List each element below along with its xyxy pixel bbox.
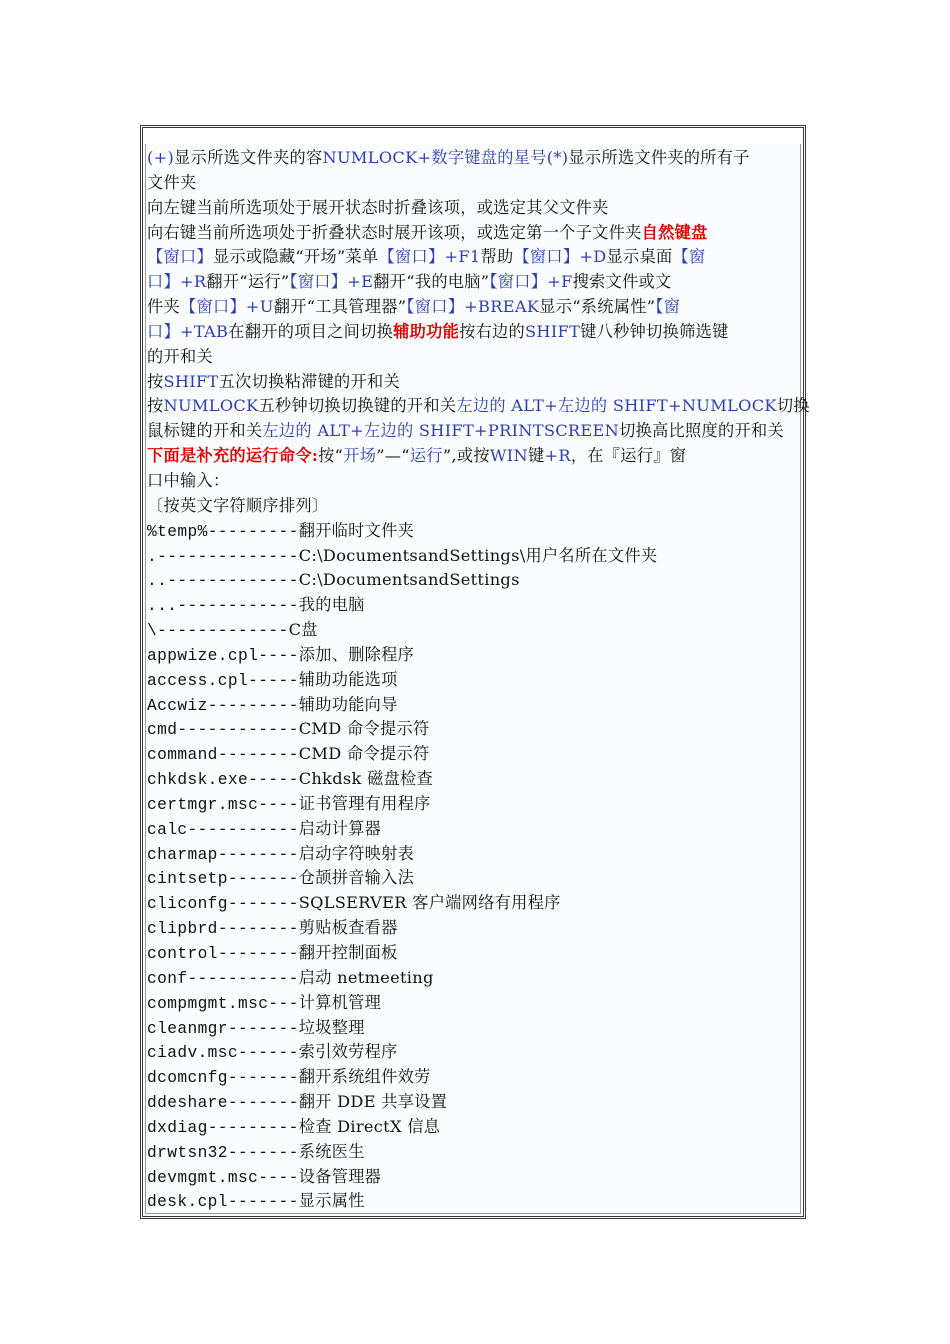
intro-line <box>147 345 802 370</box>
command-name: drwtsn32 <box>147 1143 228 1162</box>
command-name: ddeshare <box>147 1094 228 1113</box>
body-text: 键 <box>527 446 545 466</box>
command-name: charmap <box>147 845 218 864</box>
body-text: 翻开“我的电脑” <box>373 272 490 292</box>
document-content <box>147 146 810 1214</box>
command-name: cliconfg <box>147 895 228 914</box>
command-description: 检查 DirectX 信息 <box>298 1116 441 1136</box>
body-text: 鼠标键的开和关 <box>147 421 263 441</box>
body-text: 切换 <box>776 396 810 416</box>
body-text: ”—“ <box>376 446 410 466</box>
body-text: 翻开“工具管理器” <box>273 297 407 317</box>
command-separator: ------------ <box>177 721 299 740</box>
command-name: compmgmt.msc <box>147 994 269 1013</box>
command-description: 翻开 DDE 共享设置 <box>298 1092 448 1112</box>
command-separator: ------- <box>227 895 299 914</box>
command-name: command <box>147 746 218 765</box>
highlight-text: 下面是补充的运行命令: <box>147 446 319 466</box>
body-text: 翻开“运行” <box>206 272 290 292</box>
command-separator: ---- <box>258 646 299 665</box>
command-row <box>147 643 802 668</box>
command-name: ciadv.msc <box>147 1044 239 1063</box>
body-text: 显示所选文件夹的容 <box>174 148 323 167</box>
highlight-text: 辅助功能 <box>393 321 460 341</box>
command-description: CMD 命令提示符 <box>298 744 430 764</box>
command-description: 计算机管理 <box>298 992 382 1012</box>
command-separator: --------- <box>207 522 299 541</box>
body-text: 显示或隐藏“开场”菜单 <box>212 247 379 267</box>
body-text: 件夹 <box>147 297 180 317</box>
command-description: Chkdsk 磁盘检查 <box>298 769 434 789</box>
body-text: 〔按英文字符顺序排列〕 <box>147 495 329 515</box>
command-row <box>147 941 802 966</box>
command-name: control <box>147 945 218 963</box>
key-text: 【窗口】+U <box>179 297 274 317</box>
key-text: 运行 <box>409 446 443 466</box>
command-separator: ---- <box>258 795 299 814</box>
command-description: C:\DocumentsandSettings\用户名所在文件夹 <box>298 545 658 565</box>
key-text: 左边的 ALT+左边的 SHIFT+PRINTSCREEN <box>262 421 620 441</box>
intro-line <box>147 171 802 196</box>
command-row <box>147 767 802 792</box>
command-separator: -------- <box>217 920 299 939</box>
command-separator: ----- <box>248 671 299 690</box>
command-name: desk.cpl <box>147 1193 228 1212</box>
command-name: cleanmgr <box>147 1019 228 1038</box>
intro-line <box>147 245 802 270</box>
document-table-frame <box>140 125 810 1219</box>
key-text: NUMLOCK+数字键盘的星号(*) <box>322 148 569 167</box>
intro-line <box>147 146 802 171</box>
command-row <box>147 792 802 817</box>
command-name: chkdsk.exe <box>147 771 249 790</box>
command-row <box>147 717 802 742</box>
command-name: dxdiag <box>147 1118 208 1137</box>
command-separator: --------- <box>207 696 299 715</box>
command-description: 辅助功能选项 <box>298 669 398 689</box>
key-text: NUMLOCK <box>163 396 259 416</box>
command-row <box>147 568 802 593</box>
command-row <box>147 1016 802 1041</box>
body-text: 显示桌面 <box>606 247 673 267</box>
command-separator: -------- <box>217 945 299 963</box>
command-row <box>147 817 802 842</box>
body-text: 文件夹 <box>147 172 197 192</box>
body-text: 在翻开的项目之间切换 <box>228 321 394 341</box>
command-row <box>147 693 802 718</box>
command-name: Accwiz <box>147 696 208 715</box>
command-separator: -------------- <box>157 547 299 566</box>
command-separator: -------- <box>217 746 299 765</box>
command-separator: ---- <box>258 1168 299 1187</box>
command-name: cintsetp <box>147 870 228 889</box>
command-separator: --- <box>268 994 299 1013</box>
intro-line <box>147 444 802 469</box>
command-row <box>147 1115 802 1140</box>
command-name: dcomcnfg <box>147 1069 228 1088</box>
key-text: +R <box>544 446 571 466</box>
body-text: 口中输入： <box>147 470 230 490</box>
body-text: 五次切换粘滞键的开和关 <box>218 371 401 391</box>
command-row <box>147 618 802 643</box>
key-text: 【窗口】+E <box>289 272 374 292</box>
command-row <box>147 544 802 569</box>
command-description: 添加、删除程序 <box>298 644 415 664</box>
command-separator: ------- <box>227 1019 299 1038</box>
command-description: 设备管理器 <box>298 1166 382 1186</box>
key-text: 口】+TAB <box>147 321 229 341</box>
command-name: devmgmt.msc <box>147 1168 259 1187</box>
key-text: 口】+R <box>147 272 207 292</box>
body-text: 的开和关 <box>147 346 213 366</box>
command-row <box>147 1165 802 1190</box>
command-name: . <box>147 547 158 566</box>
command-separator: ------------- <box>167 572 299 591</box>
command-name: .. <box>147 572 168 591</box>
intro-line <box>147 295 802 320</box>
command-description: 启动 netmeeting <box>298 967 434 987</box>
command-separator: ------------- <box>157 622 289 641</box>
body-text: 按右边的 <box>459 321 526 341</box>
command-name: certmgr.msc <box>147 795 259 814</box>
command-description: 翻开系统组件效劳 <box>298 1067 431 1087</box>
command-description: SQLSERVER 客户端网络有用程序 <box>298 893 561 913</box>
command-description: 系统医生 <box>298 1141 365 1161</box>
command-row <box>147 966 802 991</box>
command-description: 显示属性 <box>298 1191 365 1211</box>
command-list <box>147 519 802 1215</box>
command-separator: ----- <box>248 771 299 790</box>
key-text: 【窗口】+BREAK <box>406 297 540 317</box>
command-row <box>147 842 802 867</box>
command-description: 仓颉拼音输入法 <box>298 868 415 888</box>
key-text: 【窗口】+F1 <box>378 247 481 267</box>
body-text: 按“ <box>318 446 344 466</box>
body-text: 显示所选文件夹的所有子 <box>568 148 750 167</box>
body-text: 帮助 <box>480 247 514 267</box>
highlight-text: 自然键盘 <box>641 222 708 242</box>
command-name: ... <box>147 597 178 616</box>
command-row <box>147 891 802 916</box>
command-row <box>147 866 802 891</box>
command-description: C:\DocumentsandSettings <box>298 570 520 590</box>
command-description: CMD 命令提示符 <box>298 719 430 739</box>
key-text: WIN <box>489 446 528 466</box>
command-separator: ----------- <box>187 969 299 988</box>
command-row <box>147 1140 802 1165</box>
command-row <box>147 1040 802 1065</box>
command-description: 启动计算器 <box>298 818 382 838</box>
command-separator: -------- <box>217 845 299 864</box>
command-description: 索引效劳程序 <box>298 1042 398 1062</box>
command-description: 辅助功能向导 <box>298 694 398 714</box>
intro-line <box>147 196 802 221</box>
command-description: 启动字符映射表 <box>298 843 415 863</box>
command-separator: ------- <box>227 1094 299 1113</box>
body-text: 切换高比照度的开和关 <box>619 421 784 441</box>
command-name: conf <box>147 969 188 988</box>
body-text: ，在『运行』窗 <box>570 446 687 466</box>
body-text: 向右键当前所选项处于折叠状态时展开该项，或选定第一个子文件夹 <box>147 222 642 242</box>
command-name: cmd <box>147 721 178 740</box>
command-separator: ------- <box>227 1143 299 1162</box>
intro-line <box>147 469 802 494</box>
key-text: 【窗口】+D <box>513 247 607 267</box>
command-separator: ------- <box>227 1193 299 1212</box>
intro-line <box>147 320 802 345</box>
key-text: 【窗口】+F <box>489 272 573 292</box>
command-name: \ <box>147 622 158 641</box>
command-name: access.cpl <box>147 671 249 690</box>
command-separator: ----------- <box>187 820 299 839</box>
command-name: clipbrd <box>147 920 218 939</box>
body-text: 按 <box>147 396 164 416</box>
command-row <box>147 916 802 941</box>
command-name: appwize.cpl <box>147 646 259 665</box>
key-text: SHIFT <box>525 321 581 341</box>
command-description: 证书管理有用程序 <box>298 793 431 813</box>
key-text: (+) <box>147 148 175 167</box>
body-text: 五秒钟切换切换键的开和关 <box>258 396 457 416</box>
command-separator: ------- <box>227 870 299 889</box>
command-row <box>147 668 802 693</box>
command-separator: --------- <box>207 1118 299 1137</box>
command-name: %temp% <box>147 522 208 541</box>
command-row <box>147 1090 802 1115</box>
body-text: 键八秒钟切换筛选键 <box>580 321 729 341</box>
intro-line <box>147 494 802 519</box>
body-text: 显示“系统属性” <box>539 297 656 317</box>
intro-line <box>147 394 810 419</box>
intro-line <box>147 270 802 295</box>
intro-line <box>147 370 802 395</box>
body-text: 按 <box>147 371 164 391</box>
command-description: 翻开控制面板 <box>298 943 398 962</box>
command-description: 我的电脑 <box>298 595 365 615</box>
command-description: C盘 <box>288 620 318 640</box>
body-text: ”,或按 <box>442 446 490 466</box>
body-text: 搜索文件或文 <box>572 272 672 292</box>
body-text: 向左键当前所选项处于展开状态时折叠该项，或选定其父文件夹 <box>147 197 609 217</box>
command-separator: ------ <box>238 1044 299 1063</box>
command-description: 剪贴板查看器 <box>298 918 398 938</box>
command-row <box>147 1189 802 1214</box>
key-text: 开场 <box>343 446 377 466</box>
command-row <box>147 991 802 1016</box>
key-text: 【窗 <box>655 297 681 317</box>
command-separator: ------------ <box>177 597 299 616</box>
command-description: 垃圾整理 <box>298 1017 365 1037</box>
key-text: 【窗口】 <box>147 247 213 267</box>
intro-line <box>147 221 802 246</box>
command-row <box>147 1065 802 1090</box>
command-name: calc <box>147 820 188 839</box>
key-text: SHIFT <box>163 371 219 391</box>
command-row <box>147 742 802 767</box>
command-description: 翻开临时文件夹 <box>298 520 415 540</box>
intro-line <box>147 419 802 444</box>
key-text: 左边的 ALT+左边的 SHIFT+NUMLOCK <box>456 396 777 416</box>
key-text: 【窗 <box>672 247 706 267</box>
command-row <box>147 519 802 544</box>
command-separator: ------- <box>227 1069 299 1088</box>
command-row <box>147 593 802 618</box>
